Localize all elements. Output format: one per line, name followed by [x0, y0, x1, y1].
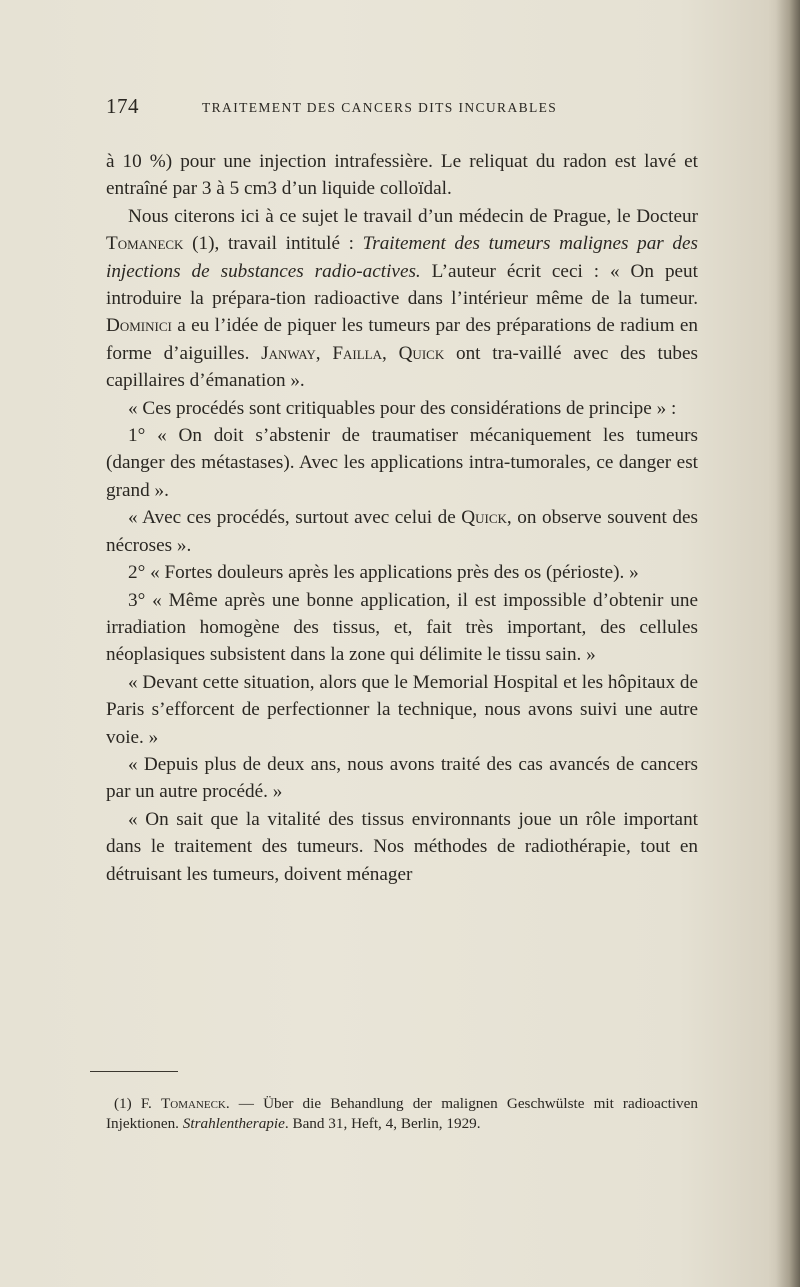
text-run: ont tra-vaillé avec des tubes capillaires d’émanation ». — [106, 342, 698, 392]
text-run: . — Über die Behandlung der malignen Geschwülste mit radioactiven Injektionen. — [106, 1095, 698, 1132]
author-name: Quick — [398, 342, 445, 364]
work-title: Traitement des tumeurs malignes par des injections de substances radio-actives. — [106, 233, 698, 282]
text-run: , on observe souvent des nécroses ». — [106, 507, 698, 556]
footnote-author: Tomaneck — [160, 1095, 226, 1112]
author-name: Janway — [261, 342, 316, 364]
footnote-text — [106, 1094, 698, 1134]
footnote-marker: (1) F. — [114, 1095, 161, 1112]
author-name: Quick — [461, 507, 507, 529]
paragraph-9: « Depuis plus de deux ans, nous avons traité des cas avancés de cancers par un autre procédé. » — [106, 753, 698, 803]
footnote-rule — [90, 1071, 178, 1072]
text-run: , — [382, 342, 399, 364]
paragraph-1: à 10 %) pour une injection intrafessière. Le reliquat du radon est lavé et entraîné par 3 à 5 cm3 d’un liquide colloïdal. — [106, 151, 698, 200]
footnote — [106, 1094, 698, 1134]
running-title: TRAITEMENT DES CANCERS DITS INCURABLES — [202, 100, 558, 115]
text-run: . Band 31, Heft, 4, Berlin, 1929. — [284, 1115, 481, 1132]
paragraph-6: 2° « Fortes douleurs après les applications près des os (périoste). » — [128, 562, 639, 584]
text-run: L’auteur écrit ceci : « On peut introduire la prépara-tion radioactive dans l’intérieur même de la tumeur. — [106, 260, 698, 310]
journal-title: Strahlentherapie — [182, 1115, 285, 1132]
text-run: a eu l’idée de piquer les tumeurs par des préparations de radium en forme d’aiguilles. — [106, 315, 698, 364]
page-edge-shadow — [776, 0, 800, 1287]
author-name: Failla — [332, 342, 383, 364]
paragraph-5 — [106, 504, 698, 559]
paragraph-7: 3° « Même après une bonne application, il est impossible d’obtenir une irradiation homogène des tissus, et, fait très important, des cellules néoplasiques subsistent dans la zone qui délimite le tissu sain. » — [106, 589, 698, 666]
text-run: , — [315, 342, 333, 364]
paragraph-3: « Ces procédés sont critiquables pour des considérations de principe » : — [128, 397, 677, 419]
paragraph-4: 1° « On doit s’abstenir de traumatiser mécaniquement les tumeurs (danger des métastases). Avec les applications intra-tumorales, ce danger est grand ». — [106, 425, 698, 501]
paragraph-10: « On sait que la vitalité des tissus environnants joue un rôle important dans le traitement des tumeurs. Nos méthodes de radiothérapie, tout en détruisant les tumeurs, doivent ménager — [106, 808, 698, 885]
text-run: Nous citerons ici à ce sujet le travail d’un médecin de Prague, le Docteur — [128, 205, 698, 227]
author-name: Dominici — [106, 315, 172, 337]
paragraph-8: « Devant cette situation, alors que le Memorial Hospital et les hôpitaux de Paris s’efforcent de perfectionner la technique, nous avons suivi une autre voie. » — [106, 671, 698, 748]
text-run: (1), travail intitulé : — [183, 233, 363, 255]
author-name: Tomaneck — [106, 233, 184, 255]
text-run: « Avec ces procédés, surtout avec celui de — [128, 507, 462, 529]
page-header — [106, 94, 706, 124]
body-text — [106, 148, 698, 888]
page-number: 174 — [106, 94, 139, 118]
paragraph-2 — [106, 203, 698, 395]
